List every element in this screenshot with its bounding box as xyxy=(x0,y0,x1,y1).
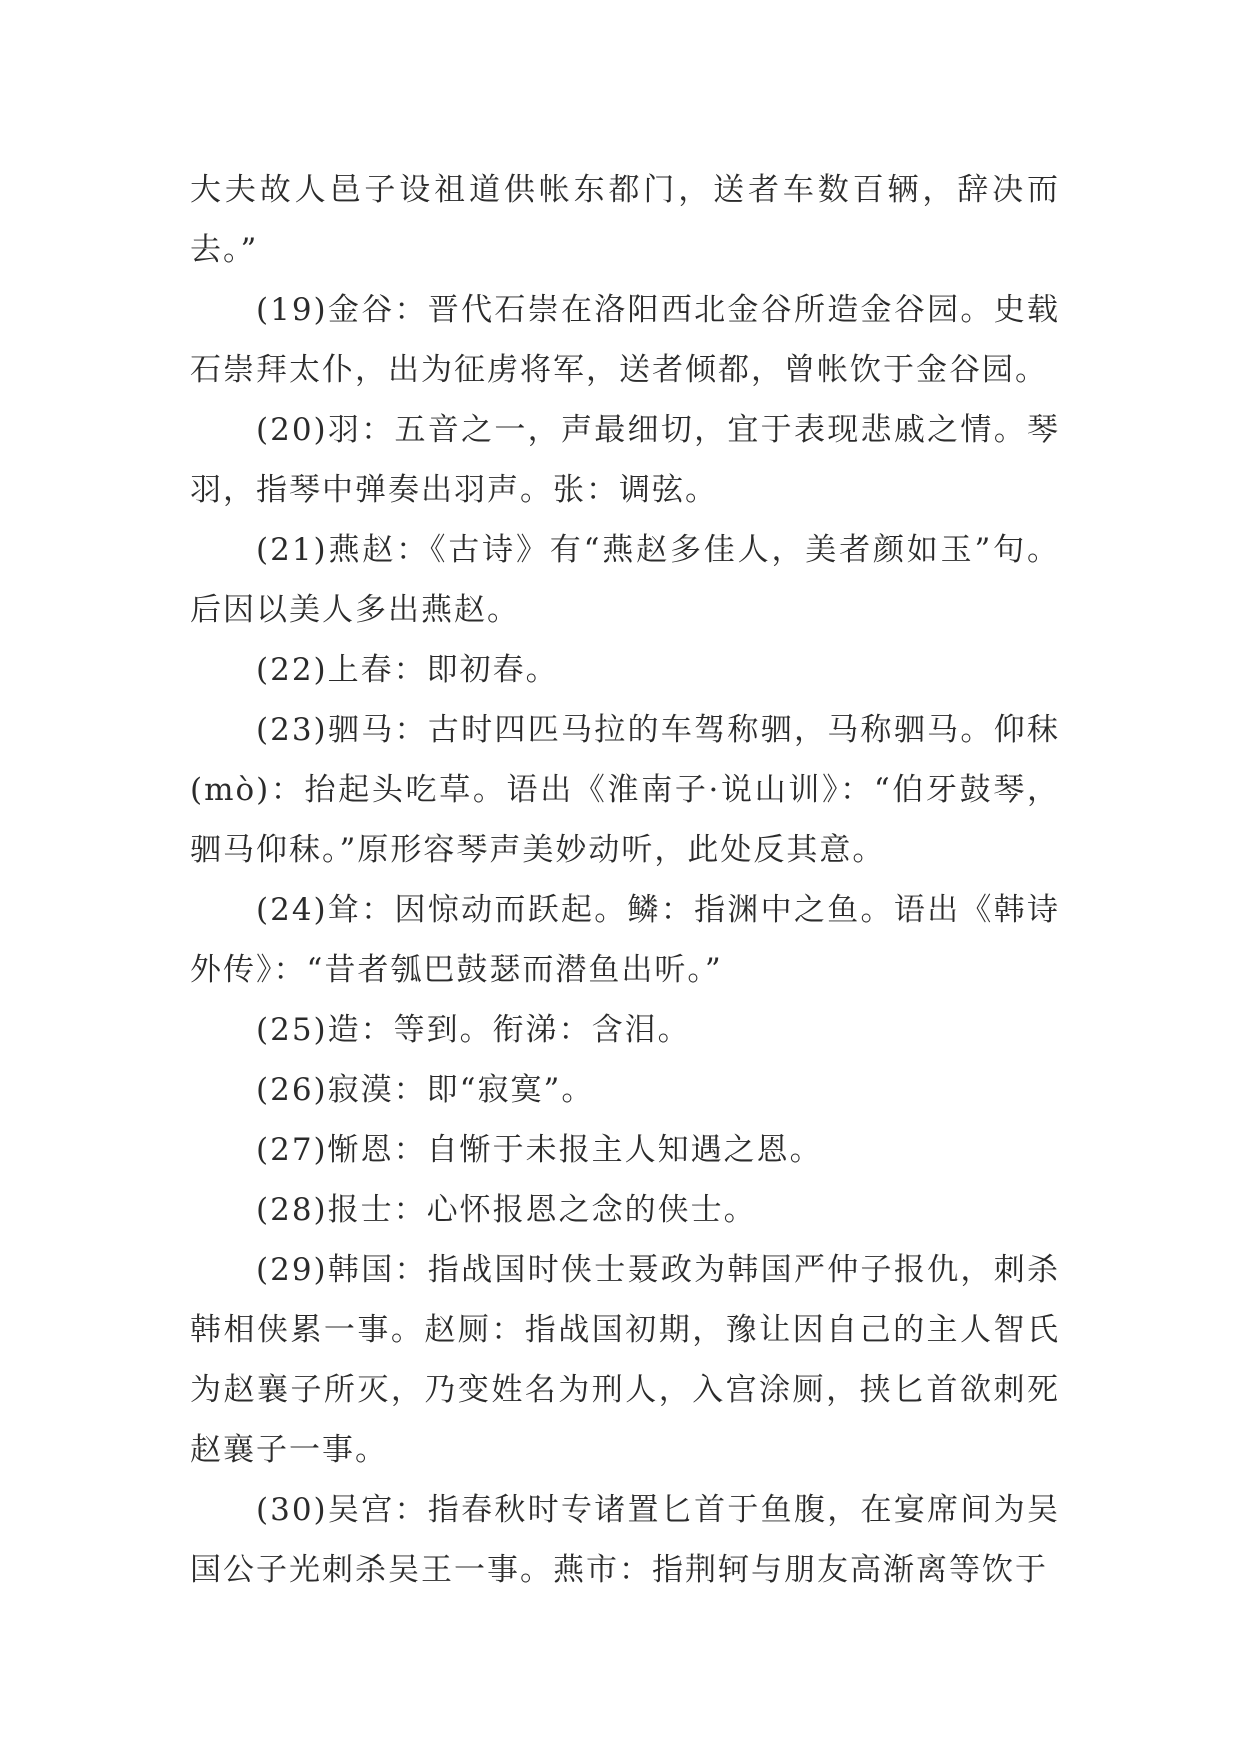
note-30: (30)吴宫：指春秋时专诸置匕首于鱼腹，在宴席间为吴国公子光刺杀吴王一事。燕市：指荆轲与朋友高渐离等饮于 xyxy=(190,1492,1060,1588)
note-26: (26)寂漠：即“寂寞”。 xyxy=(256,1072,595,1108)
note-19: (19)金谷：晋代石崇在洛阳西北金谷所造金谷园。史载石崇拜太仆，出为征虏将军，送者倾都，曾帐饮于金谷园。 xyxy=(190,292,1060,388)
note-28: (28)报士：心怀报恩之念的侠士。 xyxy=(256,1192,757,1228)
body-text xyxy=(190,160,1060,1600)
note-24: (24)耸：因惊动而跃起。鳞：指渊中之鱼。语出《韩诗外传》：“昔者瓠巴鼓瑟而潜鱼出听。” xyxy=(190,892,1060,988)
note-20: (20)羽：五音之一，声最细切，宜于表现悲戚之情。琴羽，指琴中弹奏出羽声。张：调弦。 xyxy=(190,412,1060,508)
note-21: (21)燕赵：《古诗》有“燕赵多佳人，美者颜如玉”句。后因以美人多出燕赵。 xyxy=(190,532,1060,628)
note-27: (27)惭恩：自惭于未报主人知遇之恩。 xyxy=(256,1132,823,1168)
paragraph-continued: 大夫故人邑子设祖道供帐东都门，送者车数百辆，辞决而去。” xyxy=(190,172,1060,268)
note-23: (23)驷马：古时四匹马拉的车驾称驷，马称驷马。仰秣(mò)：抬起头吃草。语出《淮南子·说山训》：“伯牙鼓琴，驷马仰秣。”原形容琴声美妙动听，此处反其意。 xyxy=(190,712,1060,868)
note-22: (22)上春：即初春。 xyxy=(256,652,559,688)
note-29: (29)韩国：指战国时侠士聂政为韩国严仲子报仇，刺杀韩相侠累一事。赵厕：指战国初期，豫让因自己的主人智氏为赵襄子所灭，乃变姓名为刑人，入宫涂厕，挟匕首欲刺死赵襄子一事。 xyxy=(190,1252,1060,1468)
note-25: (25)造：等到。衔涕：含泪。 xyxy=(256,1012,691,1048)
